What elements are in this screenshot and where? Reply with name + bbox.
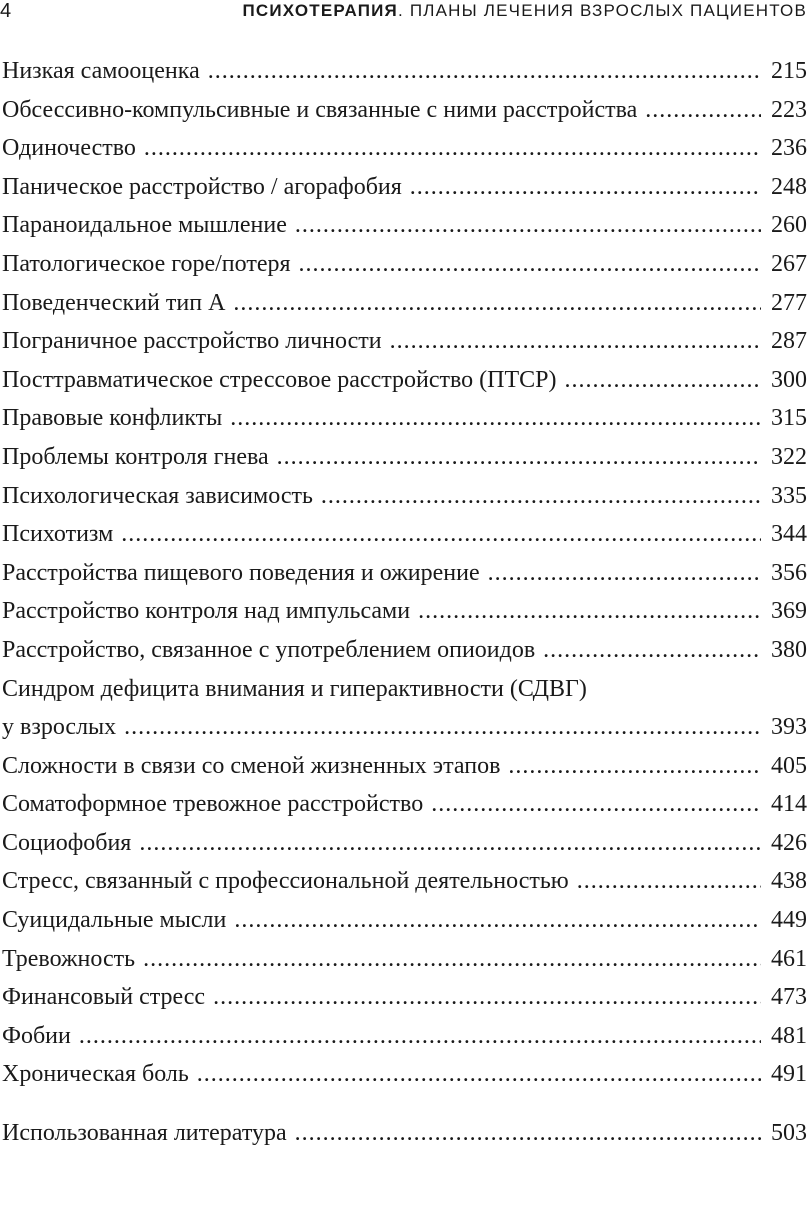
dot-leader xyxy=(79,1017,761,1056)
toc-entry[interactable] xyxy=(2,862,807,901)
toc-entry-page: 405 xyxy=(771,752,807,779)
toc-entry-page: 473 xyxy=(771,984,807,1011)
toc-entry[interactable] xyxy=(2,1017,807,1056)
dot-leader xyxy=(488,554,761,593)
dot-leader xyxy=(124,708,761,747)
toc-entry-title: Психотизм xyxy=(2,521,114,548)
toc-entry-title: Расстройство, связанное с употреблением опиоидов xyxy=(2,636,536,663)
toc-entry-title: Соматоформное тревожное расстройство xyxy=(2,791,424,818)
toc-entry[interactable] xyxy=(2,206,807,245)
toc-entry[interactable] xyxy=(2,399,807,438)
toc-entry-page: 260 xyxy=(771,212,807,239)
toc-entry-page: 300 xyxy=(771,366,807,393)
toc-entry-title: Стресс, связанный с профессиональной деятельностью xyxy=(2,868,569,895)
toc-entry-page: 481 xyxy=(771,1022,807,1049)
table-of-contents xyxy=(2,52,807,1153)
dot-leader xyxy=(295,1114,761,1153)
toc-entry-title: Психологическая зависимость xyxy=(2,482,313,509)
dot-leader xyxy=(577,862,761,901)
toc-entry-title: Одиночество xyxy=(2,135,136,162)
toc-entry-page: 335 xyxy=(771,482,807,509)
toc-entry-title: Финансовый стресс xyxy=(2,984,206,1011)
dot-leader xyxy=(208,52,761,91)
toc-entry-title: Патологическое горе/потеря xyxy=(2,250,291,277)
dot-leader xyxy=(233,284,761,323)
dot-leader xyxy=(121,515,761,554)
toc-entry-page: 461 xyxy=(771,945,807,972)
running-head-title: ПСИХОТЕРАПИЯ xyxy=(242,1,398,20)
toc-entry[interactable] xyxy=(2,91,807,130)
toc-entry-title: у взрослых xyxy=(2,714,117,741)
toc-entry-page: 344 xyxy=(771,521,807,548)
toc-entry[interactable] xyxy=(2,592,807,631)
toc-entry-title: Поведенческий тип А xyxy=(2,289,226,316)
toc-entry[interactable] xyxy=(2,747,807,786)
toc-entry-title: Хроническая боль xyxy=(2,1061,189,1088)
toc-entry-page: 287 xyxy=(771,328,807,355)
toc-entry-title: Обсессивно-компульсивные и связанные с ними расстройства xyxy=(2,96,638,123)
toc-entry[interactable] xyxy=(2,670,807,747)
toc-entry[interactable] xyxy=(2,284,807,323)
toc-entry[interactable] xyxy=(2,361,807,400)
dot-leader xyxy=(230,399,761,438)
toc-entry[interactable] xyxy=(2,515,807,554)
toc-entry-title: Сложности в связи со сменой жизненных этапов xyxy=(2,752,501,779)
dot-leader xyxy=(139,824,761,863)
toc-entry[interactable] xyxy=(2,554,807,593)
toc-entry-page: 315 xyxy=(771,405,807,432)
toc-entry-title: Низкая самооценка xyxy=(2,58,200,84)
dot-leader xyxy=(144,129,761,168)
toc-entry[interactable] xyxy=(2,901,807,940)
dot-leader xyxy=(565,361,762,400)
toc-entry-page: 322 xyxy=(771,443,807,470)
dot-leader xyxy=(321,477,761,516)
toc-entry-title: Использованная литература xyxy=(2,1120,287,1147)
dot-leader xyxy=(645,91,761,130)
toc-entry-title: Параноидальное мышление xyxy=(2,212,287,239)
toc-entry-title: Проблемы контроля гнева xyxy=(2,443,269,470)
toc-entry[interactable] xyxy=(2,129,807,168)
toc-entry[interactable] xyxy=(2,245,807,284)
toc-entry-page: 426 xyxy=(771,829,807,856)
toc-entry-title: Пограничное расстройство личности xyxy=(2,328,382,355)
toc-entry-title: Паническое расстройство / агорафобия xyxy=(2,173,402,200)
section-spacer xyxy=(2,1094,807,1114)
dot-leader xyxy=(295,206,761,245)
toc-entry-title-line1: Синдром дефицита внимания и гиперактивности (СДВГ) xyxy=(2,675,587,702)
dot-leader xyxy=(543,631,761,670)
dot-leader xyxy=(431,785,761,824)
toc-entry-title: Фобии xyxy=(2,1022,71,1049)
toc-entry-page: 369 xyxy=(771,598,807,625)
dot-leader xyxy=(390,322,761,361)
toc-entry-page: 503 xyxy=(771,1120,807,1147)
dot-leader xyxy=(410,168,761,207)
toc-entry[interactable] xyxy=(2,1055,807,1094)
toc-entry-title: Суицидальные мысли xyxy=(2,907,227,934)
toc-entry-page: 380 xyxy=(771,636,807,663)
dot-leader xyxy=(143,940,761,979)
toc-entry-page: 393 xyxy=(771,714,807,741)
toc-entry-title: Расстройство контроля над импульсами xyxy=(2,598,411,625)
toc-entry-page: 223 xyxy=(771,96,807,123)
page-number: 4 xyxy=(0,0,12,22)
running-head xyxy=(242,0,807,22)
running-head-subtitle: . ПЛАНЫ ЛЕЧЕНИЯ ВЗРОСЛЫХ ПАЦИЕНТОВ xyxy=(397,1,807,20)
toc-entry-title: Правовые конфликты xyxy=(2,405,223,432)
toc-entry[interactable] xyxy=(2,477,807,516)
toc-entry-page: 267 xyxy=(771,250,807,277)
page-header xyxy=(0,0,809,34)
dot-leader xyxy=(213,978,761,1017)
dot-leader xyxy=(299,245,761,284)
toc-entry-page: 414 xyxy=(771,791,807,818)
toc-entry[interactable] xyxy=(2,785,807,824)
dot-leader xyxy=(277,438,761,477)
toc-entry-title: Посттравматическое стрессовое расстройство (ПТСР) xyxy=(2,366,557,393)
dot-leader xyxy=(418,592,761,631)
toc-entry[interactable] xyxy=(2,824,807,863)
toc-entry[interactable] xyxy=(2,631,807,670)
dot-leader xyxy=(197,1055,761,1094)
toc-entry-page: 236 xyxy=(771,135,807,162)
toc-entry-page: 438 xyxy=(771,868,807,895)
toc-entry-page: 491 xyxy=(771,1061,807,1088)
toc-entry[interactable] xyxy=(2,52,807,91)
toc-entry[interactable] xyxy=(2,168,807,207)
toc-entry-page: 277 xyxy=(771,289,807,316)
toc-entry-page: 356 xyxy=(771,559,807,586)
dot-leader xyxy=(508,747,761,786)
toc-entry[interactable] xyxy=(2,940,807,979)
toc-entry-page: 449 xyxy=(771,907,807,934)
toc-entry-references[interactable] xyxy=(2,1114,807,1153)
toc-entry-title: Социофобия xyxy=(2,829,132,856)
toc-entry[interactable] xyxy=(2,438,807,477)
toc-entry-title: Расстройства пищевого поведения и ожирение xyxy=(2,559,480,586)
toc-entry[interactable] xyxy=(2,322,807,361)
toc-entry-page: 215 xyxy=(771,58,807,84)
toc-entry-page: 248 xyxy=(771,173,807,200)
toc-entry-title: Тревожность xyxy=(2,945,136,972)
toc-entry[interactable] xyxy=(2,978,807,1017)
dot-leader xyxy=(234,901,761,940)
